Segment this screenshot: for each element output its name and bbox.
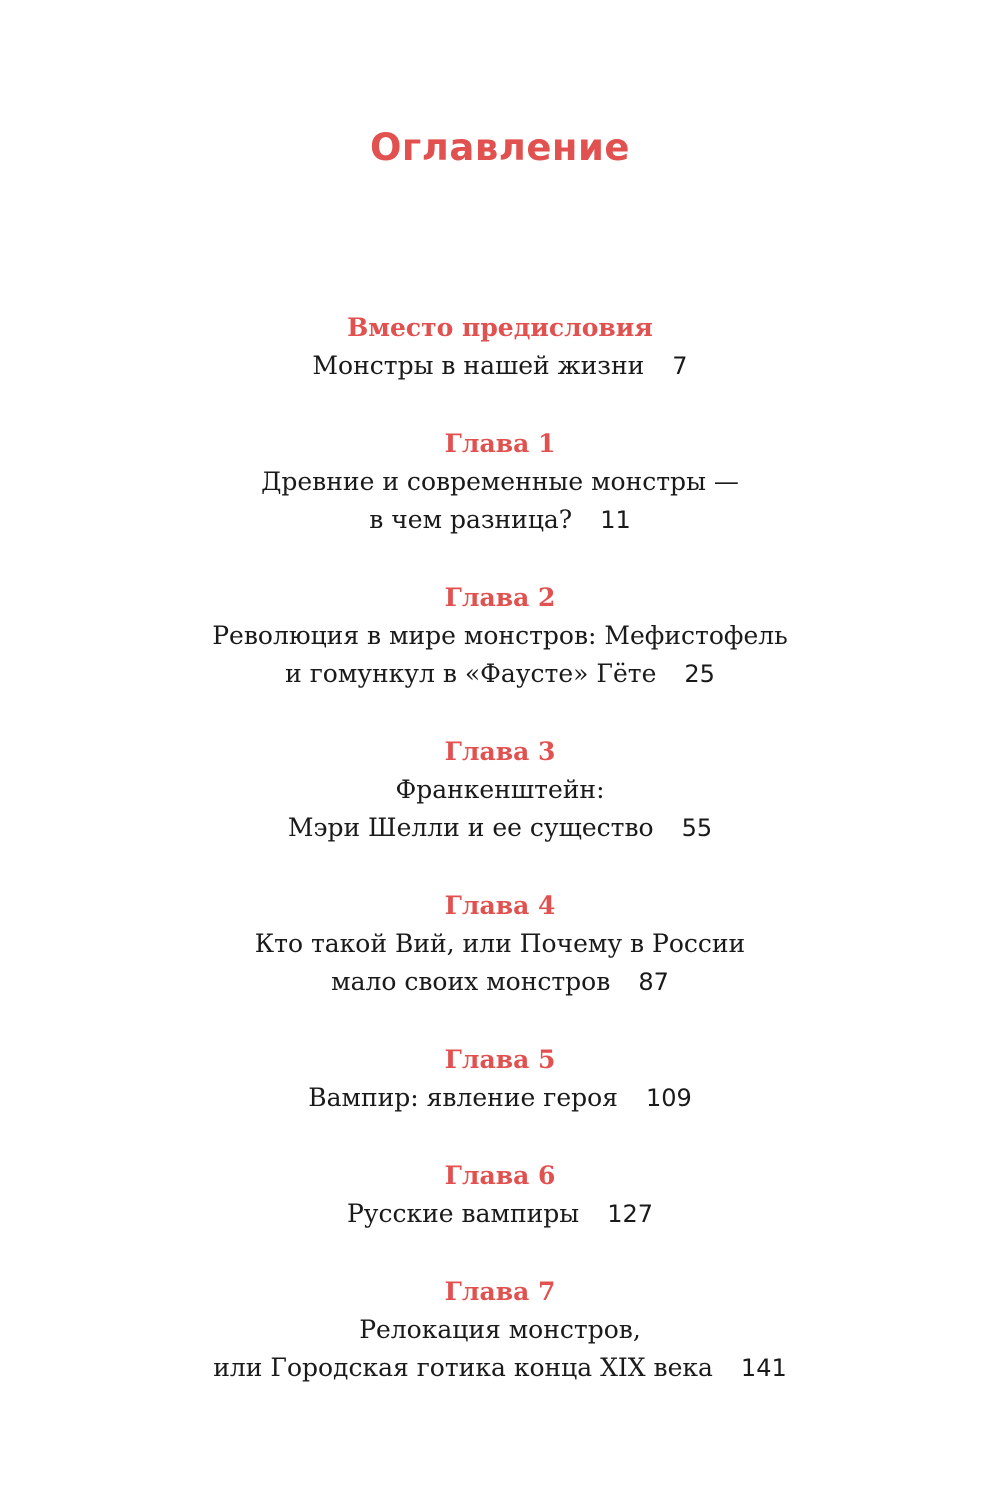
entry-heading: Глава 2 [444, 583, 556, 612]
entry-title-text: или Городская готика конца XIX века [213, 1353, 713, 1382]
entry-title-line [0, 809, 1000, 847]
entry-title-text: Мэри Шелли и ее существо [287, 813, 654, 842]
entry-title-line: Релокация монстров, [359, 1315, 641, 1344]
entry-heading: Глава 1 [444, 429, 556, 458]
entry-heading: Глава 6 [444, 1161, 556, 1190]
entry-title-text: Монстры в нашей жизни [312, 351, 645, 380]
entry-title-line: Франкенштейн: [395, 775, 605, 804]
entry-title-line [0, 1195, 1000, 1233]
entry-title-line: Революция в мире монстров: Мефистофель [212, 621, 788, 650]
entry-title-text: в чем разница? [369, 505, 573, 534]
entry-title-line [0, 1349, 1000, 1387]
toc-entry[interactable] [0, 579, 1000, 693]
entry-title-text: мало своих монстров [331, 967, 611, 996]
page-number: 127 [607, 1200, 654, 1228]
entry-title-text: и гомункул в «Фаусте» Гёте [285, 659, 657, 688]
toc-entry[interactable] [0, 887, 1000, 1001]
entry-title-text: Русские вампиры [346, 1199, 580, 1228]
toc-entry[interactable] [0, 425, 1000, 539]
entry-heading: Глава 3 [444, 737, 556, 766]
entry-title-text: Вампир: явление героя [308, 1083, 618, 1112]
toc-list [0, 309, 1000, 1427]
entry-title-line [0, 501, 1000, 539]
toc-entry[interactable] [0, 1273, 1000, 1387]
entry-title-line [0, 963, 1000, 1001]
page-number: 11 [600, 506, 631, 534]
page-number: 25 [684, 660, 715, 688]
page-number: 141 [740, 1354, 787, 1382]
toc-entry[interactable] [0, 1157, 1000, 1233]
page-number: 109 [645, 1084, 692, 1112]
page-number: 87 [638, 968, 669, 996]
entry-heading: Вместо предисловия [347, 313, 653, 342]
toc-entry[interactable] [0, 1041, 1000, 1117]
entry-title-line: Древние и современные монстры — [261, 467, 739, 496]
page-number: 55 [681, 814, 713, 842]
entry-title-line: Кто такой Вий, или Почему в России [254, 929, 746, 958]
entry-heading: Глава 5 [444, 1045, 556, 1074]
entry-title-line [0, 1079, 1000, 1117]
entry-heading: Глава 4 [444, 891, 556, 920]
entry-heading: Глава 7 [444, 1277, 556, 1306]
toc-entry[interactable] [0, 309, 1000, 385]
toc-entry[interactable] [0, 733, 1000, 847]
entry-title-line [0, 347, 1000, 385]
entry-title-line [0, 655, 1000, 693]
page-number: 7 [672, 352, 688, 380]
page-title: Оглавление [369, 126, 631, 169]
